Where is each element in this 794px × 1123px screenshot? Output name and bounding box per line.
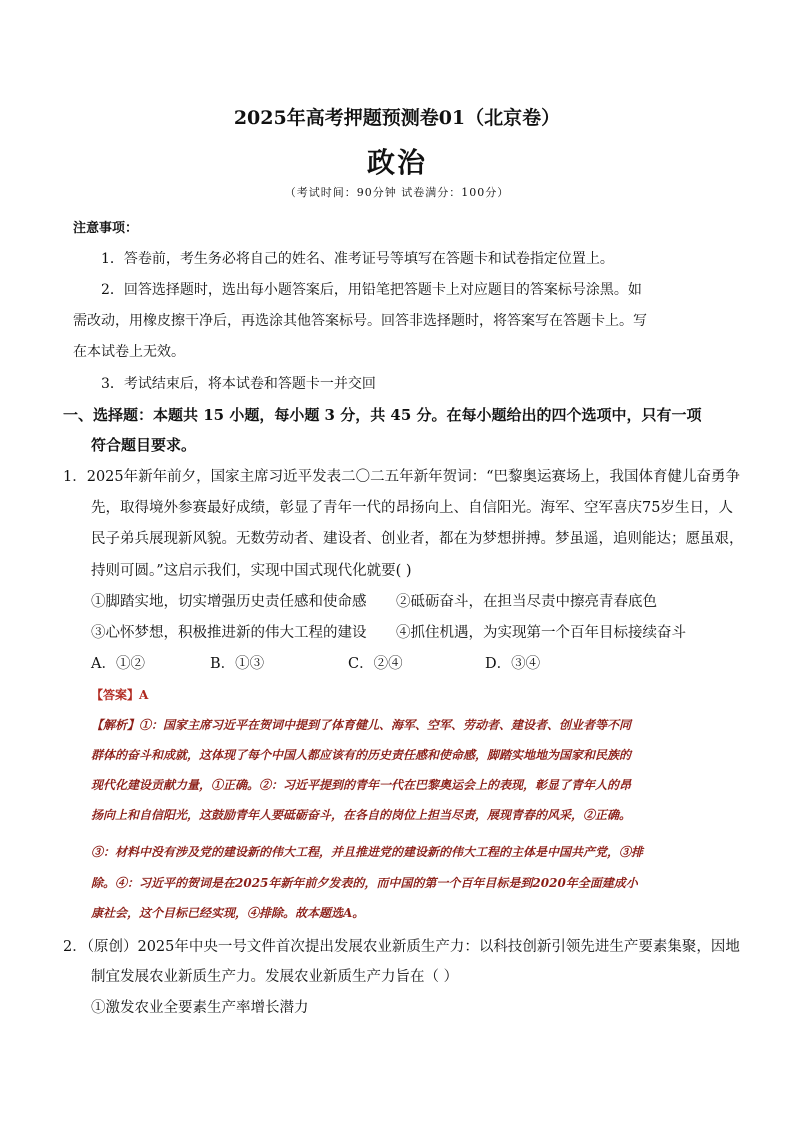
notice-item-2-line-3: 在本试卷上无效。 — [73, 344, 185, 360]
q1-option-2: ②砥砺奋斗，在担当尽责中擦亮青春底色 — [396, 594, 657, 610]
notice-item-3: 3．考试结束后，将本试卷和答题卡一并交回 — [101, 376, 376, 392]
q1-analysis-line-6: 除。④：习近平的贺词是在2025年新年前夕发表的，而中国的第一个百年目标是到2020年全面建成小 — [91, 876, 638, 890]
notice-item-1: 1．答卷前，考生务必将自己的姓名、准考证号等填写在答题卡和试卷指定位置上。 — [101, 251, 614, 267]
q1-stem-line-2: 先，取得境外参赛最好成绩，彰显了青年一代的昂扬向上、自信阳光。海军、空军喜庆75岁生日，人 — [91, 500, 733, 516]
q1-answer — [91, 686, 148, 703]
q2-stem-line-2: 制宜发展农业新质生产力。发展农业新质生产力旨在（ ） — [91, 969, 459, 985]
paper-title: 2025年高考押题预测卷01（北京卷） — [233, 107, 561, 129]
q1-analysis-line-2: 群体的奋斗和成就，这体现了每个中国人都应该有的历史责任感和使命感，脚踏实地地为国家和民族的 — [91, 748, 632, 762]
q1-option-3: ③心怀梦想，积极推进新的伟大工程的建设 — [91, 625, 367, 641]
q1-choice-c: C．②④ — [348, 656, 403, 672]
q1-stem-line-3: 民子弟兵展现新风貌。无数劳动者、建设者、创业者，都在为梦想拼搏。梦虽遥，追则能达；愿虽艰， — [91, 531, 744, 547]
q1-stem-line-1: 1．2025年新年前夕，国家主席习近平发表二〇二五年新年贺词：“巴黎奥运赛场上，我国体育健儿奋勇争 — [63, 469, 741, 485]
q1-choice-d: D．③④ — [485, 656, 541, 672]
q1-analysis-line-3: 现代化建设贡献力量，①正确。②：习近平提到的青年一代在巴黎奥运会上的表现，彰显了青年人的昂 — [91, 778, 632, 792]
analysis-text-1: ①：国家主席习近平在贺词中提到了体育健儿、海军、空军、劳动者、建设者、创业者等不同 — [139, 718, 632, 732]
section-heading-line-1: 一、选择题：本题共 15 小题，每小题 3 分，共 45 分。在每小题给出的四个选项中，只有一项 — [63, 406, 702, 424]
section-heading-line-2: 符合题目要求。 — [91, 436, 197, 454]
q1-choice-a: A．①② — [91, 656, 145, 672]
q1-analysis-line-7: 康社会，这个目标已经实现，④排除。故本题选A。 — [91, 906, 365, 920]
q1-analysis-line-4: 扬向上和自信阳光，这鼓励青年人要砥砺奋斗，在各自的岗位上担当尽责，展现青春的风采，②正确。 — [91, 808, 632, 822]
q2-stem-line-1: 2．（原创）2025年中央一号文件首次提出发展农业新质生产力：以科技创新引领先进生产要素集聚，因地 — [63, 939, 740, 955]
notice-item-2-line-1: 2．回答选择题时，选出每小题答案后，用铅笔把答题卡上对应题目的答案标号涂黑。如 — [101, 282, 642, 298]
q1-analysis-line-5: ③：材料中没有涉及党的建设新的伟大工程，并且推进党的建设新的伟大工程的主体是中国共产党，③排 — [91, 845, 644, 859]
analysis-tag: 【解析】 — [91, 718, 140, 732]
q2-option-1: ①激发农业全要素生产率增长潜力 — [91, 1000, 309, 1016]
q1-choice-b: B．①③ — [210, 656, 265, 672]
answer-value: A — [139, 688, 149, 702]
exam-time-info: （考试时间：90分钟 试卷满分：100分） — [284, 186, 510, 199]
q1-stem-line-4: 持则可圆。”这启示我们，实现中国式现代化就要( ) — [91, 563, 412, 579]
notice-item-2-line-2: 需改动，用橡皮擦干净后，再选涂其他答案标号。回答非选择题时，将答案写在答题卡上。写 — [73, 313, 647, 329]
answer-tag: 【答案】 — [91, 688, 140, 702]
q1-option-4: ④抓住机遇，为实现第一个百年目标接续奋斗 — [396, 625, 686, 641]
subject-title: 政治 — [366, 146, 427, 179]
notice-heading: 注意事项： — [73, 221, 139, 236]
q1-option-1: ①脚踏实地，切实增强历史责任感和使命感 — [91, 594, 367, 610]
q1-analysis-line-1 — [91, 716, 631, 733]
